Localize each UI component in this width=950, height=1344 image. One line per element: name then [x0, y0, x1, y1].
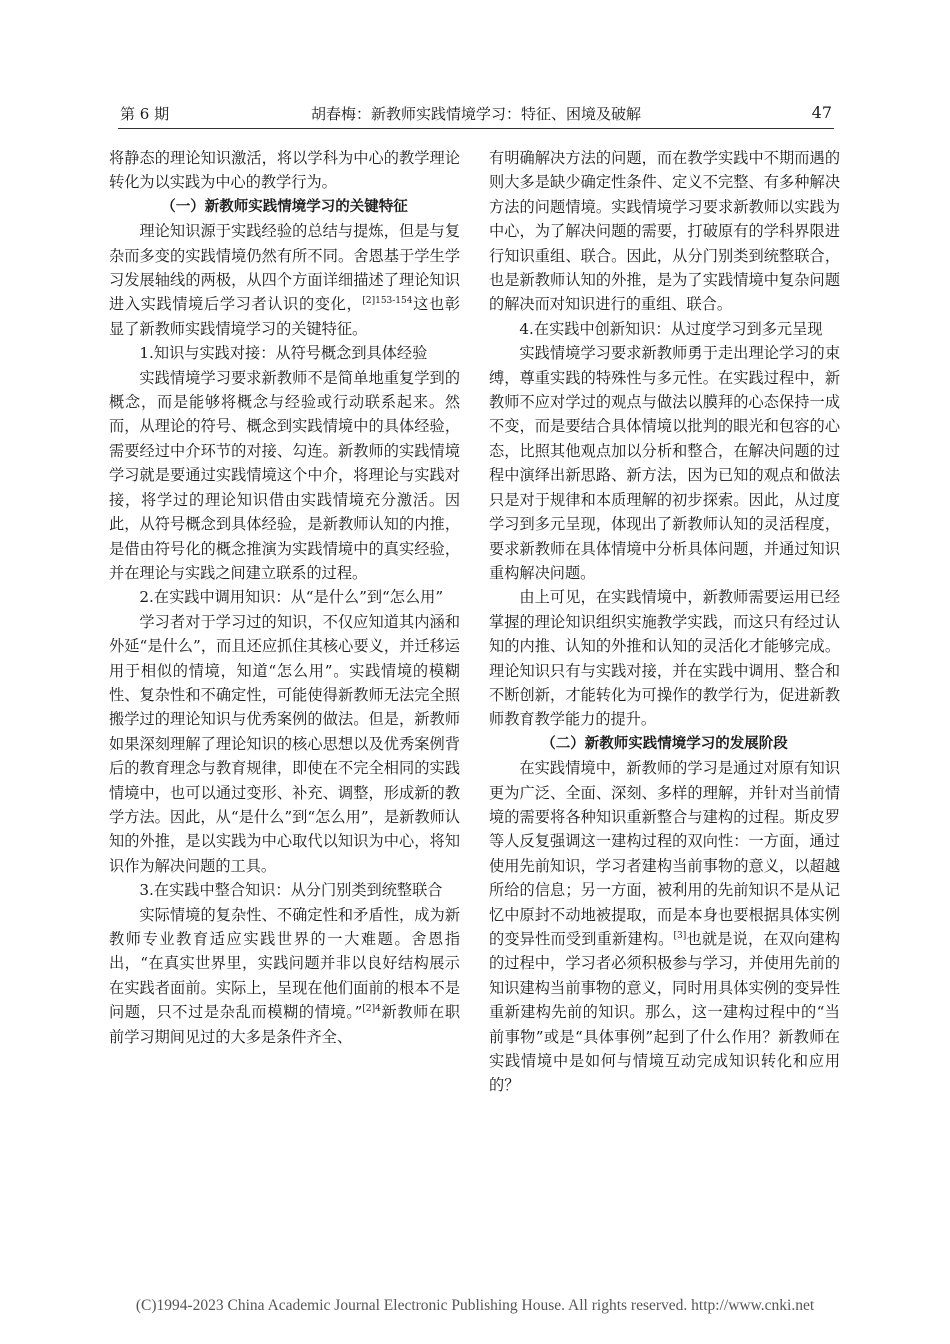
- citation[interactable]: [3]: [673, 931, 687, 941]
- citation[interactable]: [2]4: [362, 1004, 381, 1015]
- paragraph: 实践情境学习要求新教师勇于走出理论学习的束缚，尊重实践的特殊性与多元性。在实践过程中，新教师不应对学过的观点与做法以膜拜的心态保持一成不变，而是要结合具体情境以批判的眼光和包容的心态，比照其他观点加以分析和整合，在解决问题的过程中演绎出新思路、新方法，因为已知的观点和做法只是对于规律和本质理解的初步探索。因此，从过度学习到多元呈现，体现出了新教师认知的灵活程度，要求新教师在具体情境中分析具体问题，并通过知识重构解决问题。: [489, 344, 840, 582]
- paragraph: [109, 219, 460, 341]
- copyright-footer: (C)1994-2023 China Academic Journal Electronic Publishing House. All rights reserved. http://www.cnki.net: [135, 1297, 815, 1314]
- page-number: 47: [811, 103, 832, 122]
- section-heading: （二）新教师实践情境学习的发展阶段: [541, 735, 788, 752]
- left-column: [109, 146, 460, 1049]
- paragraph: 将静态的理论知识激活，将以学科为中心的教学理论转化为以实践为中心的教学行为。: [109, 149, 460, 192]
- running-title: 胡春梅：新教师实践情境学习：特征、困境及破解: [310, 105, 641, 123]
- issue-number: 第 6 期: [120, 105, 170, 123]
- paragraph: 实践情境学习要求新教师不是简单地重复学到的概念，而是能够将概念与经验或行动联系起来。然而，从理论的符号、概念到实践情境中的具体经验，需要经过中介环节的对接、勾连。新教师的实践情境学习就是要通过实践情境这个中介，将理论与实践对接，将学过的理论知识借由实践情境充分激活。因此，从符号概念到具体经验，是新教师认知的内推，是借由符号化的概念推演为实践情境中的真实经验，并在理论与实践之间建立联系的过程。: [109, 368, 460, 582]
- paragraph-text: 在实践情境中，新教师的学习是通过对原有知识更为广泛、全面、深刻、多样的理解，并针对当前情境的需要将各种知识重新整合与建构的过程。斯皮罗等人反复强调这一建构过程的双向性：一方面，通过使用先前知识，学习者建构当前事物的意义，以超越所给的信息；另一方面，被利用的先前知识不是从记忆中原封不动地被提取，而是本身也要根据具体实例的变异性而受到重新建构。: [489, 759, 840, 948]
- paragraph: 由上可见，在实践情境中，新教师需要运用已经掌握的理论知识组织实施教学实践，而这只有经过认知的内推、认知的外推和认知的灵活化才能够完成。理论知识只有与实践对接，并在实践中调用、整合和不断创新，才能转化为可操作的教学行为，促进新教师教育教学能力的提升。: [489, 588, 840, 729]
- section-heading: （一）新教师实践情境学习的关键特征: [161, 198, 408, 215]
- paragraph-text: 这也彰显了新教师实践情境学习的关键特征。: [109, 295, 461, 338]
- subsection-heading: 1.知识与实践对接：从符号概念到具体经验: [139, 344, 428, 363]
- paragraph: [489, 756, 840, 1098]
- running-header: [120, 103, 832, 131]
- paragraph-text: 实际情境的复杂性、不确定性和矛盾性，成为新教师专业教育适应实践世界的一大难题。舍恩指出，“在真实世界里，实践问题并非以良好结构展示在实践者面前。实际上，呈现在他们面前的根本不是问题，只不过是杂乱而模糊的情境。”: [109, 905, 460, 1022]
- subsection-heading: 4.在实践中创新知识：从过度学习到多元呈现: [519, 319, 823, 338]
- paragraph-text: 也就是说，在双向建构的过程中，学习者必须积极参与学习，并使用先前的知识建构当前事物的意义，同时用具体实例的变异性重新建构先前的知识。那么，这一建构过程中的“当前事物”或是“具体事例”起到了什么作用？新教师在实践情境中是如何与情境互动完成知识转化和应用的？: [489, 930, 840, 1095]
- subsection-heading: 3.在实践中整合知识：从分门别类到统整联合: [139, 881, 443, 900]
- paragraph: 学习者对于学习过的知识，不仅应知道其内涵和外延“是什么”，而且还应抓住其核心要义，并迁移运用于相似的情境，知道“怎么用”。实践情境的模糊性、复杂性和不确定性，可能使得新教师无法完全照搬学过的理论知识与优秀案例的做法。但是，新教师如果深刻理解了理论知识的核心思想以及优秀案例背后的教育理念与教育规律，即使在不完全相同的实践情境中，也可以通过变形、补充、调整，形成新的教学方法。因此，从“是什么”到“怎么用”，是新教师认知的外推，是以实践为中心取代以知识为中心，将知识作为解决问题的工具。: [109, 612, 460, 875]
- right-column: [489, 146, 840, 1098]
- paragraph: [109, 903, 460, 1049]
- paragraph: 有明确解决方法的问题，而在教学实践中不期而遇的则大多是缺少确定性条件、定义不完整、有多种解决方法的问题情境。实践情境学习要求新教师以实践为中心，为了解决问题的需要，打破原有的学科界限进行知识重组、联合。因此，从分门别类到统整联合，也是新教师认知的外推，是为了实践情境中复杂问题的解决而对知识进行的重组、联合。: [489, 149, 840, 314]
- header-rule: [118, 128, 834, 129]
- paragraph-text: 新教师在职前学习期间见过的大多是条件齐全、: [109, 1003, 461, 1046]
- subsection-heading: 2.在实践中调用知识：从“是什么”到“怎么用”: [139, 588, 444, 607]
- citation[interactable]: [2]153-154: [362, 296, 413, 307]
- paragraph-text: 理论知识源于实践经验的总结与提炼，但是与复杂而多变的实践情境仍然有所不同。舍恩基于学生学习发展轴线的两极，从四个方面详细描述了理论知识进入实践情境后学习者认识的变化，: [109, 222, 460, 314]
